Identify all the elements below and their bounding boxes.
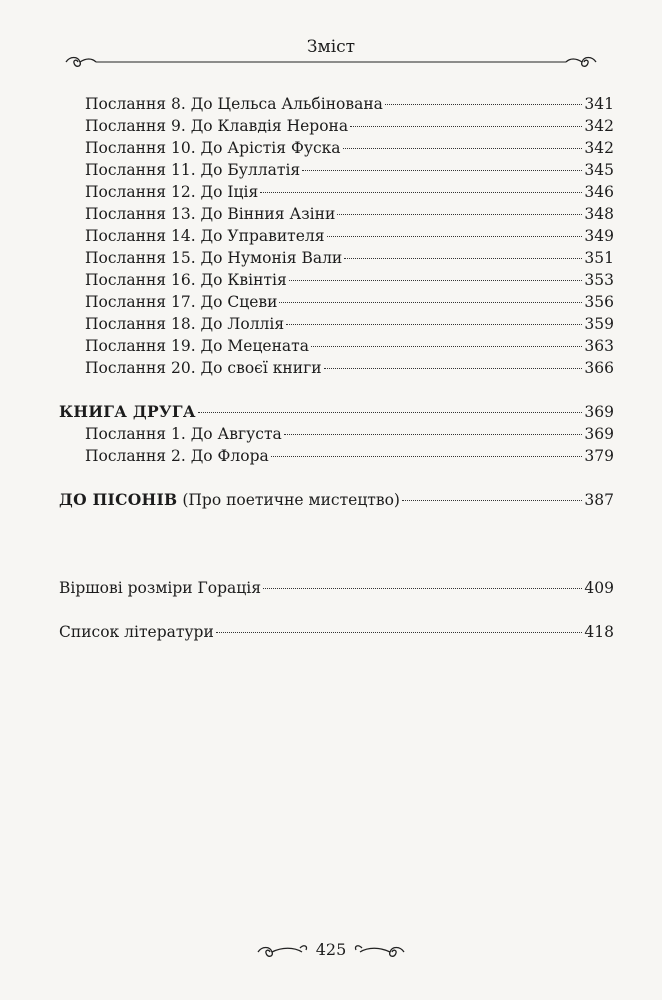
- toc-entry[interactable]: Послання 12. До Іція 346: [85, 183, 614, 201]
- toc-entry[interactable]: Послання 1. До Августа 369: [85, 425, 614, 443]
- page-number: 425: [315, 940, 347, 959]
- toc-entry[interactable]: Послання 2. До Флора 379: [85, 447, 614, 465]
- toc-entry[interactable]: Послання 16. До Квінтія 353: [85, 271, 614, 289]
- toc-entry[interactable]: Послання 9. До Клавдія Нерона 342: [85, 117, 614, 135]
- dot-leader: [260, 192, 582, 193]
- dot-leader: [324, 368, 583, 369]
- dot-leader: [385, 104, 583, 105]
- dot-leader: [263, 588, 582, 589]
- dot-leader: [343, 148, 583, 149]
- dot-leader: [337, 214, 582, 215]
- dot-leader: [271, 456, 583, 457]
- header-ornament: [64, 54, 598, 70]
- toc-entry[interactable]: Послання 20. До своєї книги 366: [85, 359, 614, 377]
- dot-leader: [311, 346, 582, 347]
- toc-entry[interactable]: Послання 11. До Буллатія 345: [85, 161, 614, 179]
- dot-leader: [286, 324, 582, 325]
- toc-appendix-meters[interactable]: Віршові розміри Горація 409: [59, 579, 614, 597]
- toc-entry[interactable]: Послання 14. До Управителя 349: [85, 227, 614, 245]
- running-header: Зміст: [306, 37, 356, 57]
- page-footer: [0, 936, 662, 966]
- toc-entry[interactable]: Послання 15. До Нумонія Вали 351: [85, 249, 614, 267]
- dot-leader: [350, 126, 582, 127]
- dot-leader: [344, 258, 582, 259]
- dot-leader: [284, 434, 583, 435]
- dot-leader: [289, 280, 583, 281]
- dot-leader: [216, 632, 583, 633]
- toc-entry[interactable]: Послання 17. До Сцеви 356: [85, 293, 614, 311]
- toc-entry[interactable]: Послання 19. До Мецената 363: [85, 337, 614, 355]
- toc-entry[interactable]: Послання 18. До Лоллія 359: [85, 315, 614, 333]
- dot-leader: [302, 170, 582, 171]
- toc-entry[interactable]: Послання 13. До Вінния Азіни 348: [85, 205, 614, 223]
- toc-entry[interactable]: Послання 8. До Цельса Альбінована 341: [85, 95, 614, 113]
- dot-leader: [198, 412, 583, 413]
- dot-leader: [402, 500, 582, 501]
- toc-appendix-bibliography[interactable]: Список літератури 418: [59, 623, 614, 641]
- toc-section-pisons[interactable]: ДО ПІСОНІВ (Про поетичне мистецтво) 387: [59, 490, 614, 509]
- dot-leader: [279, 302, 582, 303]
- toc-section-book-two[interactable]: КНИГА ДРУГА 369: [59, 402, 614, 421]
- toc-entry[interactable]: Послання 10. До Арістія Фуска 342: [85, 139, 614, 157]
- dot-leader: [327, 236, 583, 237]
